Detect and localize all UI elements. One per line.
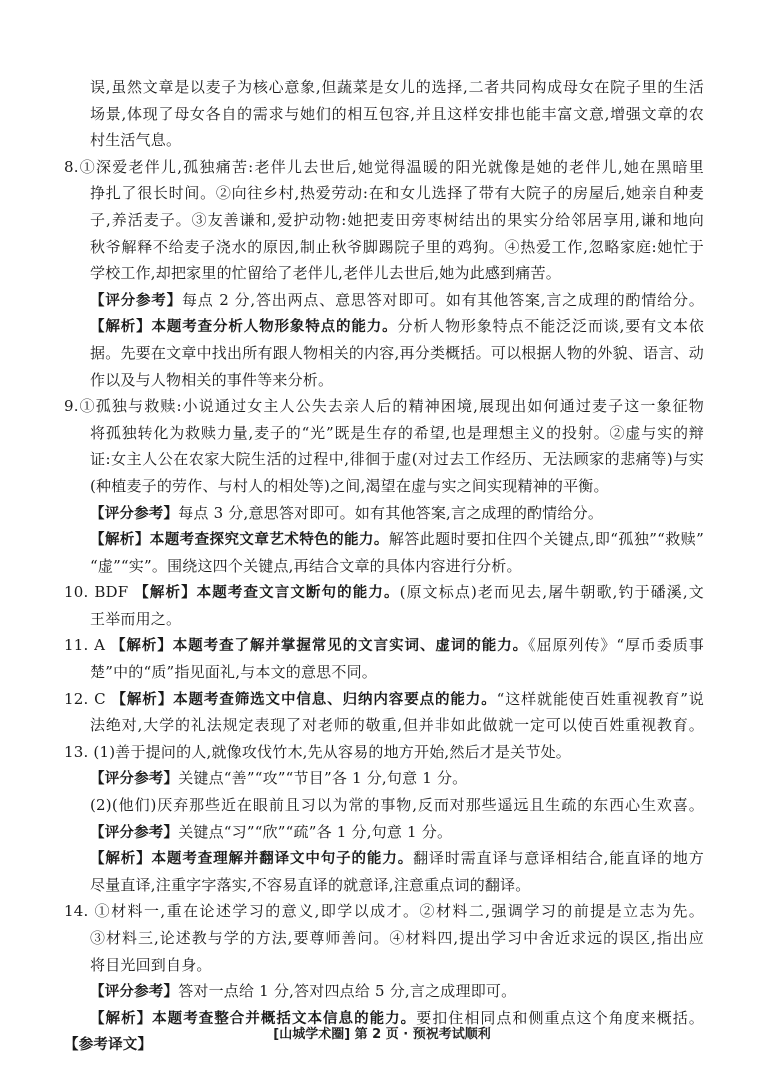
text-line bbox=[64, 393, 704, 420]
line-text: 法绝对,大学的礼法规定表现了对老师的敬重,但并非如此做就一定可以使百姓重视教育。 bbox=[90, 716, 704, 735]
line-text: 楚”中的“质”指见面礼,与本文的意思不同。 bbox=[90, 663, 377, 682]
line-text: (2)(他们)厌弃那些近在眼前且习以为常的事物,反而对那些遥远且生疏的东西心生欢喜。 bbox=[90, 796, 704, 815]
text-line bbox=[64, 765, 704, 792]
line-text: “这样就能使百姓重视教育”说 bbox=[496, 689, 704, 708]
line-text: 《屈原列传》“厚币委质事 bbox=[528, 636, 704, 655]
line-text: 翻译时需直译与意译相结合,能直译的地方 bbox=[413, 849, 704, 868]
line-text: “虚”“实”。围绕这四个关键点,再结合文章的具体内容进行分析。 bbox=[90, 556, 522, 575]
label-tag: 【评分参考】 bbox=[90, 824, 179, 841]
line-text: 要扣住相同点和侧重点这个角度来概括。 bbox=[416, 1008, 704, 1027]
label-tag: 【参考译文】 bbox=[64, 1037, 153, 1054]
line-text: 12. C bbox=[64, 689, 112, 708]
line-text: (原文标点)老而见去,屠牛朝歌,钓于磻溪,文 bbox=[399, 583, 704, 602]
text-line bbox=[64, 101, 704, 128]
text-line bbox=[64, 792, 704, 819]
line-text: 挣扎了很长时间。②向往乡村,热爱劳动:在和女儿选择了带有大院子的房屋后,她亲自种麦 bbox=[90, 184, 704, 203]
line-text: 作以及与人物相关的事件等来分析。 bbox=[90, 370, 334, 389]
text-line bbox=[64, 367, 704, 394]
line-text: 分析人物形象特点不能泛泛而谈,要有文本依 bbox=[397, 317, 704, 336]
text-line bbox=[64, 127, 704, 154]
label-tag: 【解析】 bbox=[90, 319, 152, 336]
line-text: 答对一点给 1 分,答对四点给 5 分,言之成理即可。 bbox=[178, 982, 517, 1001]
bold-lead: 本题考查探究文章艺术特色的能力。 bbox=[149, 532, 389, 549]
label-tag: 【评分参考】 bbox=[90, 292, 182, 309]
line-text: 尽量直译,注重字字落实,不容易直译的就意译,注意重点词的翻译。 bbox=[90, 875, 531, 894]
line-text: 关键点“习”“欣”“疏”各 1 分,句意 1 分。 bbox=[178, 822, 453, 841]
text-line bbox=[64, 632, 704, 659]
line-text: 关键点“善”“攻”“节目”各 1 分,句意 1 分。 bbox=[178, 769, 468, 788]
text-line bbox=[64, 340, 704, 367]
line-text: (种植麦子的劳作、与村人的相处等)之间,渴望在虚与实之间实现精神的平衡。 bbox=[90, 476, 609, 495]
text-line bbox=[64, 925, 704, 952]
line-text: 秋爷解释不给麦子浇水的原因,制止秋爷脚踢院子里的鸡狗。④热爱工作,忽略家庭:她忙于 bbox=[90, 237, 704, 256]
line-text: 据。先要在文章中找出所有跟人物相关的内容,再分类概括。可以根据人物的外貌、语言、动 bbox=[90, 343, 704, 362]
text-line bbox=[64, 446, 704, 473]
line-text: 子,养活麦子。③友善谦和,爱护动物:她把麦田旁枣树结出的果实分给邻居享用,谦和地向 bbox=[90, 210, 704, 229]
text-line bbox=[64, 154, 704, 181]
bold-lead: 本题考查分析人物形象特点的能力。 bbox=[151, 319, 398, 336]
line-text: 王举而用之。 bbox=[90, 609, 182, 628]
line-text: 证:女主人公在农家大院生活的过程中,徘徊于虚(对过去工作经历、无法顾家的悲痛等)与实 bbox=[90, 450, 704, 469]
line-text: 10. BDF bbox=[64, 583, 135, 602]
label-tag: 【评分参考】 bbox=[90, 505, 179, 522]
page-footer: [山城学术圈] 第 2 页 · 预祝考试顺利 bbox=[273, 1027, 491, 1042]
text-line bbox=[64, 606, 704, 633]
text-line bbox=[64, 898, 704, 925]
answer-key-body bbox=[64, 74, 704, 1058]
text-line bbox=[64, 819, 704, 846]
bold-lead: 【解析】本题考查筛选文中信息、归纳内容要点的能力。 bbox=[111, 691, 497, 708]
text-line bbox=[64, 313, 704, 340]
line-text: 解答此题时要扣住四个关键点,即“孤独”“救赎” bbox=[388, 530, 704, 549]
text-line bbox=[64, 207, 704, 234]
text-line bbox=[64, 553, 704, 580]
text-line bbox=[64, 845, 704, 872]
text-line bbox=[64, 659, 704, 686]
label-tag: 【评分参考】 bbox=[90, 984, 179, 1001]
text-line bbox=[64, 526, 704, 553]
text-line bbox=[64, 74, 704, 101]
line-text: 误,虽然文章是以麦子为核心意象,但蔬菜是女儿的选择,二者共同构成母女在院子里的生活 bbox=[90, 78, 704, 96]
text-line bbox=[64, 260, 704, 287]
line-text: 村生活气息。 bbox=[90, 131, 182, 150]
line-text: 8.①深爱老伴儿,孤独痛苦:老伴儿去世后,她觉得温暖的阳光就像是她的老伴儿,她在黑暗里 bbox=[64, 157, 704, 176]
label-tag: 【解析】 bbox=[90, 1010, 153, 1027]
label-tag: 【解析】 bbox=[90, 851, 152, 868]
text-line bbox=[64, 978, 704, 1005]
text-line bbox=[64, 420, 704, 447]
text-line bbox=[64, 473, 704, 500]
line-text: 13. (1)善于提问的人,就像攻伐竹木,先从容易的地方开始,然后才是关节处。 bbox=[64, 742, 571, 761]
line-text: ③材料三,论述教与学的方法,要尊师善问。④材料四,提出学习中舍近求远的误区,指出应 bbox=[90, 929, 704, 947]
line-text: 14. ①材料一,重在论述学习的意义,即学以成才。②材料二,强调学习的前提是立志为先。 bbox=[64, 902, 704, 921]
label-tag: 【评分参考】 bbox=[90, 771, 179, 788]
bold-lead: 【解析】本题考查文言文断句的能力。 bbox=[134, 585, 400, 602]
line-text: 学校工作,却把家里的忙留给了老伴儿,老伴儿去世后,她为此感到痛苦。 bbox=[90, 264, 561, 283]
text-line bbox=[64, 180, 704, 207]
text-line bbox=[64, 287, 704, 314]
line-text: 每点 2 分,答出两点、意思答对即可。如有其他答案,言之成理的酌情给分。 bbox=[181, 290, 704, 309]
line-text: 每点 3 分,意思答对即可。如有其他答案,言之成理的酌情给分。 bbox=[178, 503, 604, 522]
text-line bbox=[64, 739, 704, 766]
text-line bbox=[64, 952, 704, 979]
text-line bbox=[64, 500, 704, 527]
text-line bbox=[64, 872, 704, 899]
text-line bbox=[64, 712, 704, 739]
line-text: 将孤独转化为救赎力量,麦子的“光”既是生存的希望,也是理想主义的投射。②虚与实的辩 bbox=[90, 423, 704, 442]
bold-lead: 【解析】本题考查了解并掌握常见的文言实词、虚词的能力。 bbox=[110, 638, 529, 655]
line-text: 将目光回到自身。 bbox=[90, 955, 212, 974]
bold-lead: 本题考查整合并概括文本信息的能力。 bbox=[152, 1010, 417, 1027]
line-text: 9.①孤独与救赎:小说通过女主人公失去亲人后的精神困境,展现出如何通过麦子这一象征物 bbox=[64, 397, 704, 416]
text-line bbox=[64, 234, 704, 261]
text-line bbox=[64, 686, 704, 713]
label-tag: 【解析】 bbox=[90, 532, 150, 549]
line-text: 11. A bbox=[64, 636, 111, 655]
bold-lead: 本题考查理解并翻译文中句子的能力。 bbox=[151, 851, 414, 868]
line-text: 场景,体现了母女各自的需求与她们的相互包容,并且这样安排也能丰富文意,增强文章的农 bbox=[90, 104, 704, 123]
text-line bbox=[64, 579, 704, 606]
